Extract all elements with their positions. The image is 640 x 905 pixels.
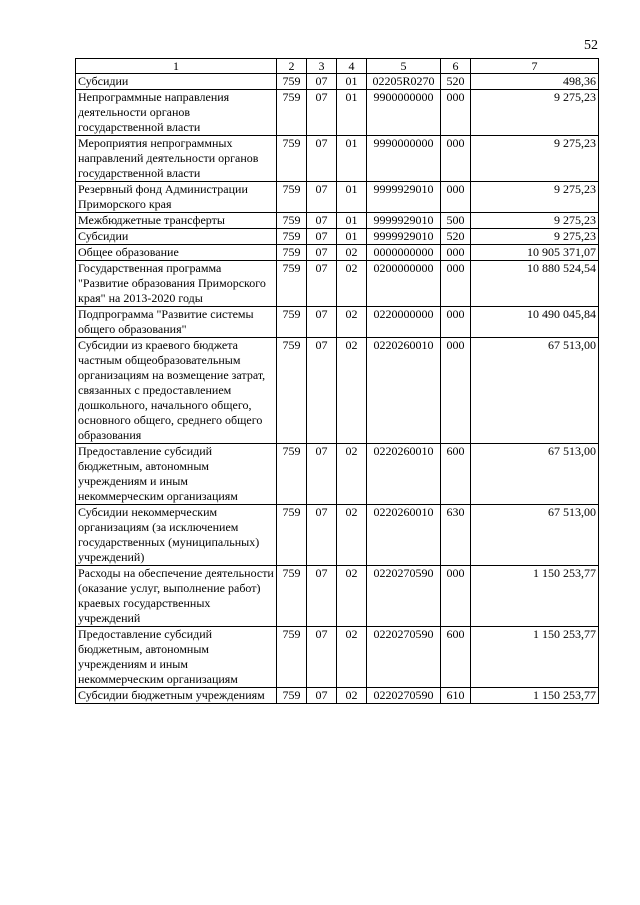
subsection-code: 02 [337,505,367,566]
target-code: 0220260010 [367,444,441,505]
row-amount: 10 490 045,84 [471,307,599,338]
subsection-code: 01 [337,229,367,245]
subsection-code: 02 [337,444,367,505]
section-code: 07 [307,505,337,566]
target-code: 9999929010 [367,213,441,229]
target-code: 0220270590 [367,688,441,704]
subsection-code: 01 [337,182,367,213]
expense-type-code: 000 [441,90,471,136]
subsection-code: 02 [337,566,367,627]
row-name: Подпрограмма "Развитие системы общего образования" [76,307,277,338]
row-amount: 9 275,23 [471,136,599,182]
section-code: 07 [307,74,337,90]
table-row [76,688,599,704]
row-name: Резервный фонд Администрации Приморского края [76,182,277,213]
section-code: 07 [307,566,337,627]
expense-type-code: 520 [441,74,471,90]
target-code: 0220000000 [367,307,441,338]
admin-code: 759 [277,74,307,90]
admin-code: 759 [277,505,307,566]
subsection-code: 02 [337,688,367,704]
column-header: 5 [367,59,441,74]
expense-type-code: 000 [441,245,471,261]
target-code: 0220260010 [367,505,441,566]
row-name: Субсидии [76,229,277,245]
admin-code: 759 [277,261,307,307]
subsection-code: 02 [337,307,367,338]
admin-code: 759 [277,229,307,245]
subsection-code: 01 [337,74,367,90]
subsection-code: 02 [337,261,367,307]
column-header: 6 [441,59,471,74]
row-amount: 67 513,00 [471,505,599,566]
admin-code: 759 [277,182,307,213]
row-amount: 498,36 [471,74,599,90]
admin-code: 759 [277,90,307,136]
row-name: Межбюджетные трансферты [76,213,277,229]
row-name: Субсидии [76,74,277,90]
admin-code: 759 [277,627,307,688]
subsection-code: 02 [337,338,367,444]
target-code: 0220270590 [367,566,441,627]
column-header: 1 [76,59,277,74]
column-header: 4 [337,59,367,74]
row-name: Непрограммные направления деятельности органов государственной власти [76,90,277,136]
row-name: Субсидии некоммерческим организациям (за исключением государственных (муниципальных) учреждений) [76,505,277,566]
table-row [76,261,599,307]
expense-type-code: 630 [441,505,471,566]
subsection-code: 02 [337,245,367,261]
admin-code: 759 [277,307,307,338]
target-code: 9990000000 [367,136,441,182]
table-row [76,90,599,136]
expense-type-code: 000 [441,182,471,213]
target-code: 0200000000 [367,261,441,307]
row-amount: 1 150 253,77 [471,566,599,627]
table-row [76,74,599,90]
admin-code: 759 [277,688,307,704]
table-row [76,229,599,245]
table-row [76,182,599,213]
row-amount: 9 275,23 [471,182,599,213]
section-code: 07 [307,307,337,338]
row-amount: 9 275,23 [471,229,599,245]
row-name: Государственная программа "Развитие образования Приморского края" на 2013-2020 годы [76,261,277,307]
row-amount: 1 150 253,77 [471,627,599,688]
section-code: 07 [307,627,337,688]
budget-table [75,58,599,704]
target-code: 0220270590 [367,627,441,688]
row-name: Предоставление субсидий бюджетным, автономным учреждениям и иным некоммерческим организациям [76,444,277,505]
expense-type-code: 000 [441,566,471,627]
row-name: Общее образование [76,245,277,261]
target-code: 9900000000 [367,90,441,136]
section-code: 07 [307,182,337,213]
row-name: Мероприятия непрограммных направлений деятельности органов государственной власти [76,136,277,182]
column-header: 3 [307,59,337,74]
expense-type-code: 520 [441,229,471,245]
subsection-code: 01 [337,136,367,182]
section-code: 07 [307,229,337,245]
expense-type-code: 610 [441,688,471,704]
page-number: 52 [584,38,598,53]
table-row [76,136,599,182]
row-name: Предоставление субсидий бюджетным, автономным учреждениям и иным некоммерческим организациям [76,627,277,688]
expense-type-code: 000 [441,307,471,338]
row-name: Расходы на обеспечение деятельности (оказание услуг, выполнение работ) краевых государственных учреждений [76,566,277,627]
row-name: Субсидии бюджетным учреждениям [76,688,277,704]
target-code: 0220260010 [367,338,441,444]
row-amount: 10 905 371,07 [471,245,599,261]
expense-type-code: 000 [441,338,471,444]
subsection-code: 01 [337,213,367,229]
row-amount: 10 880 524,54 [471,261,599,307]
target-code: 02205R0270 [367,74,441,90]
expense-type-code: 500 [441,213,471,229]
admin-code: 759 [277,566,307,627]
section-code: 07 [307,245,337,261]
table-row [76,213,599,229]
section-code: 07 [307,261,337,307]
expense-type-code: 600 [441,444,471,505]
row-amount: 9 275,23 [471,213,599,229]
row-name: Субсидии из краевого бюджета частным общеобразовательным организациям на возмещение затрат, связанных с предоставлением дошкольного, начального общего, основного общего, среднего общего образования [76,338,277,444]
admin-code: 759 [277,338,307,444]
section-code: 07 [307,338,337,444]
row-amount: 1 150 253,77 [471,688,599,704]
expense-type-code: 000 [441,261,471,307]
section-code: 07 [307,90,337,136]
section-code: 07 [307,444,337,505]
admin-code: 759 [277,136,307,182]
header-row [76,59,599,74]
subsection-code: 01 [337,90,367,136]
target-code: 9999929010 [367,229,441,245]
table-row [76,627,599,688]
section-code: 07 [307,136,337,182]
table-row [76,338,599,444]
row-amount: 9 275,23 [471,90,599,136]
target-code: 0000000000 [367,245,441,261]
table-row [76,566,599,627]
table-row [76,505,599,566]
row-amount: 67 513,00 [471,444,599,505]
section-code: 07 [307,213,337,229]
table-row [76,307,599,338]
expense-type-code: 600 [441,627,471,688]
subsection-code: 02 [337,627,367,688]
column-header: 2 [277,59,307,74]
table-row [76,444,599,505]
target-code: 9999929010 [367,182,441,213]
admin-code: 759 [277,444,307,505]
section-code: 07 [307,688,337,704]
column-header: 7 [471,59,599,74]
expense-type-code: 000 [441,136,471,182]
admin-code: 759 [277,213,307,229]
admin-code: 759 [277,245,307,261]
table-row [76,245,599,261]
row-amount: 67 513,00 [471,338,599,444]
